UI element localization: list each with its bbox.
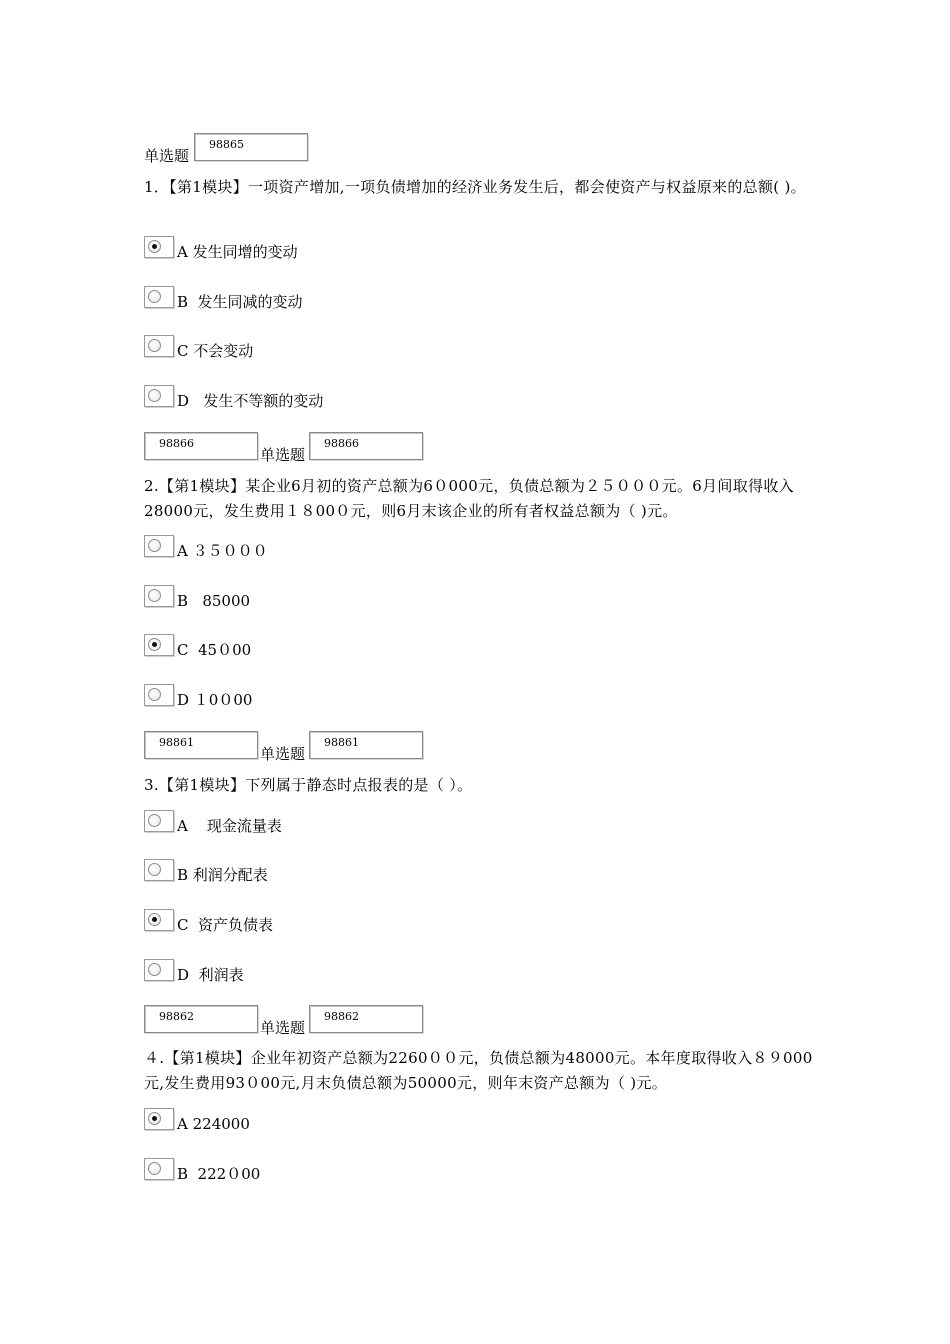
radio-button[interactable]	[148, 963, 161, 976]
option-label: D 发生不等额的变动	[177, 392, 324, 410]
option-label: B 利润分配表	[177, 866, 268, 884]
option-label: D 利润表	[177, 966, 244, 984]
radio-frame	[144, 959, 174, 981]
radio-frame	[144, 335, 174, 357]
option-label: C 不会变动	[177, 342, 254, 360]
radio-frame	[144, 286, 174, 308]
radio-button[interactable]	[148, 539, 161, 552]
radio-button[interactable]	[148, 1112, 161, 1125]
radio-button[interactable]	[148, 1162, 161, 1175]
radio-frame	[144, 385, 174, 407]
question-id-field-left[interactable]: 98866	[144, 432, 258, 460]
radio-selected-dot	[152, 917, 157, 922]
option-label: B 85000	[177, 592, 251, 610]
option-label: A 发生同增的变动	[177, 243, 298, 261]
option-label: B 222０00	[177, 1165, 261, 1183]
option-label: B 发生同减的变动	[177, 293, 303, 311]
question-id-field-right[interactable]: 98866	[309, 432, 423, 460]
radio-frame	[144, 684, 174, 706]
radio-button[interactable]	[148, 339, 161, 352]
radio-frame	[144, 634, 174, 656]
radio-button[interactable]	[148, 913, 161, 926]
question-2-text: 2.【第1模块】某企业6月初的资产总额为6０000元，负债总额为２５０００元。6月间取得收入28000元，发生费用１８00０元，则6月末该企业的所有者权益总额为（ )元。	[144, 477, 794, 520]
radio-frame	[144, 1158, 174, 1180]
radio-frame	[144, 236, 174, 258]
question-id-field-left[interactable]: 98861	[144, 731, 258, 759]
question-3-text: 3.【第1模块】下列属于静态时点报表的是（ ）。	[144, 776, 473, 794]
radio-selected-dot	[152, 642, 157, 647]
option-label: C 45０00	[177, 641, 252, 659]
question-type-label: 单选题	[260, 1019, 306, 1037]
radio-selected-dot	[152, 1116, 157, 1121]
question-id-field[interactable]: 98865	[194, 133, 308, 161]
radio-frame	[144, 859, 174, 881]
radio-button[interactable]	[148, 863, 161, 876]
question-4-text: ４.【第1模块】企业年初资产总额为2260００元，负债总额为48000元。本年度取得收入８９000元,发生费用93０00元,月末负债总额为50000元，则年末资产总额为（ )元。	[144, 1049, 813, 1092]
question-type-label: 单选题	[260, 446, 306, 464]
question-id-field-right[interactable]: 98861	[309, 731, 423, 759]
question-type-label: 单选题	[144, 147, 190, 165]
radio-frame	[144, 909, 174, 931]
question-id-field-right[interactable]: 98862	[309, 1005, 423, 1033]
option-label: A 现金流量表	[177, 817, 282, 835]
radio-frame	[144, 535, 174, 557]
radio-frame	[144, 1108, 174, 1130]
radio-frame	[144, 810, 174, 832]
question-type-label: 单选题	[260, 745, 306, 763]
radio-button[interactable]	[148, 389, 161, 402]
question-1-text: 1．【第1模块】一项资产增加,一项负债增加的经济业务发生后，都会使资产与权益原来的总额( )。	[144, 178, 806, 196]
option-label: A ３５０００	[177, 542, 268, 560]
radio-selected-dot	[152, 244, 157, 249]
radio-button[interactable]	[148, 688, 161, 701]
option-label: A 224000	[177, 1115, 250, 1133]
option-label: C 资产负债表	[177, 916, 274, 934]
radio-button[interactable]	[148, 589, 161, 602]
radio-button[interactable]	[148, 240, 161, 253]
radio-button[interactable]	[148, 638, 161, 651]
radio-button[interactable]	[148, 290, 161, 303]
question-id-field-left[interactable]: 98862	[144, 1005, 258, 1033]
radio-button[interactable]	[148, 814, 161, 827]
radio-frame	[144, 585, 174, 607]
option-label: D １0０00	[177, 691, 253, 709]
